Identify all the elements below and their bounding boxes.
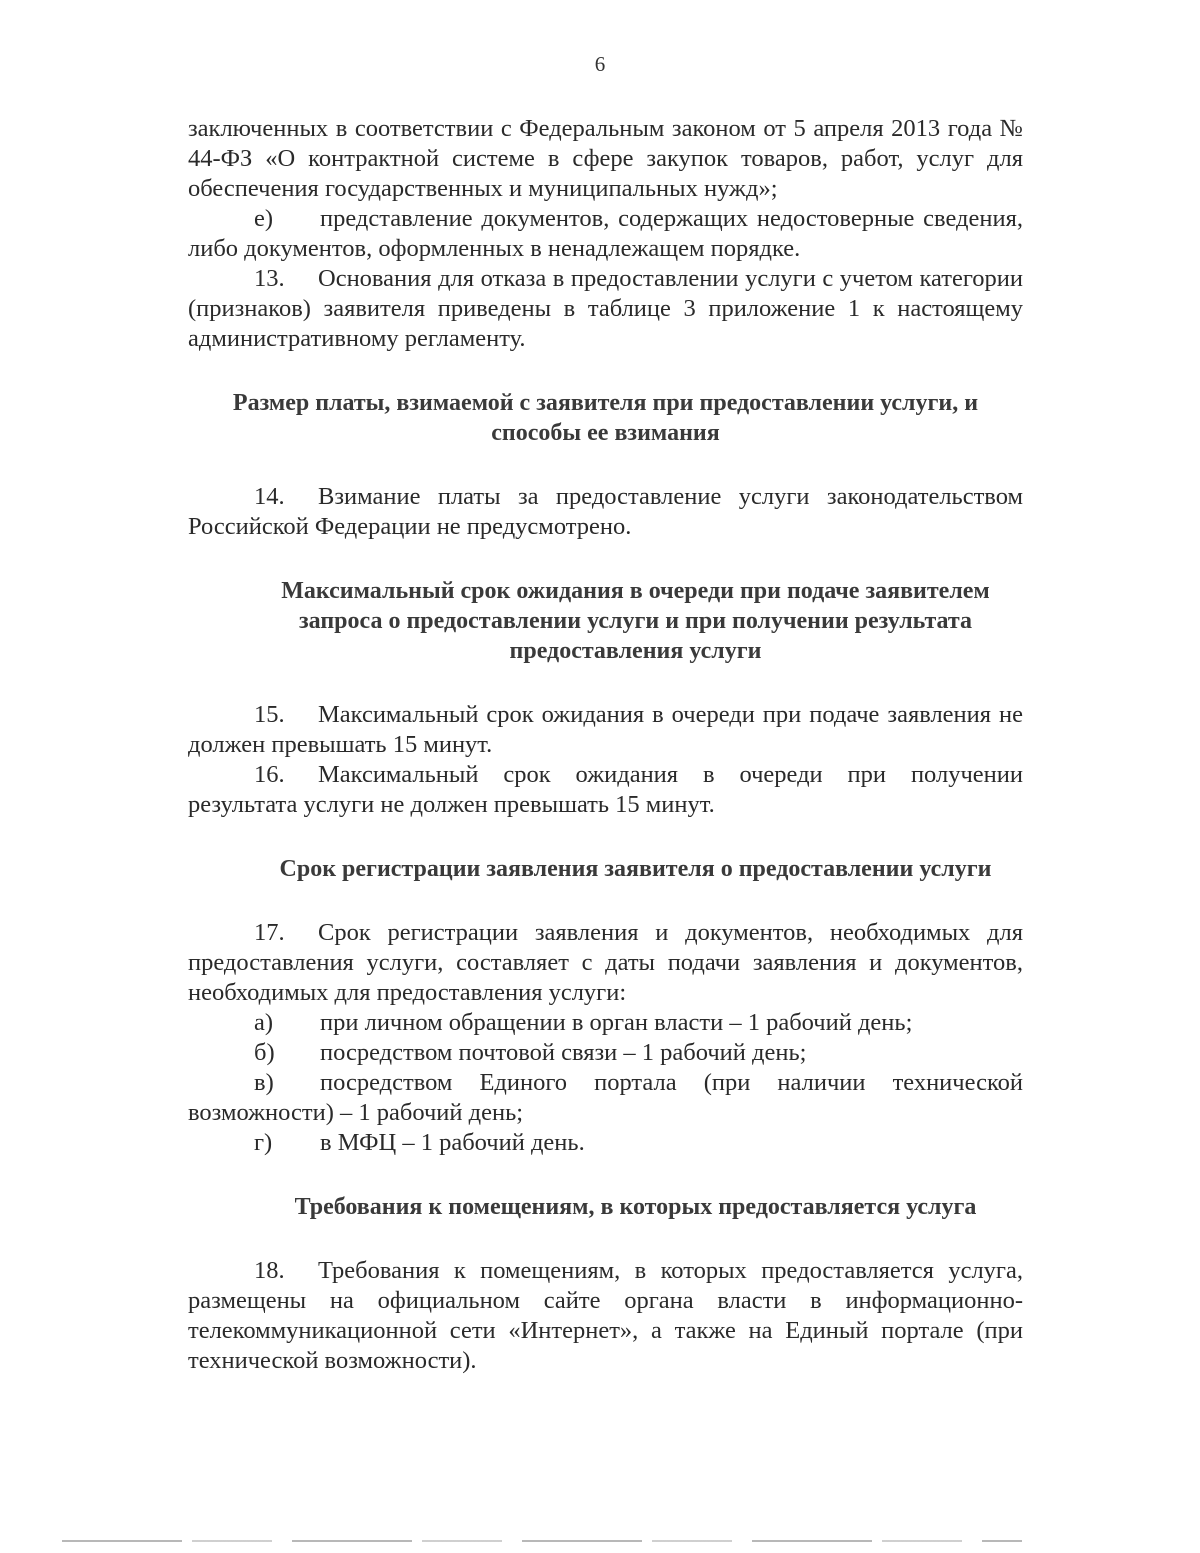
paragraph-16	[188, 760, 1023, 820]
list-item-a	[188, 1008, 1023, 1038]
page-number: 6	[594, 52, 606, 76]
paragraph-text: Основания для отказа в предоставлении услуги с учетом категории (признаков) заявителя приведены в таблице 3 приложение 1 к настоящему административному регламенту.	[188, 265, 1023, 352]
paragraph-text: Максимальный срок ожидания в очереди при получении результата услуги не должен превышать 15 минут.	[188, 761, 1023, 818]
section-heading-fee: Размер платы, взимаемой с заявителя при предоставлении услуги, и способы ее взимания	[232, 390, 979, 446]
list-marker: е)	[254, 205, 274, 232]
section-heading-premises: Требования к помещениям, в которых предоставляется услуга	[294, 1194, 977, 1220]
paragraph-number: 17.	[254, 919, 285, 946]
paragraph-18	[188, 1256, 1023, 1376]
paragraph-text: Срок регистрации заявления и документов, необходимых для предоставления услуги, составляет с даты подачи заявления и документов, необходимых для предоставления услуги:	[188, 919, 1023, 1006]
paragraph-number: 14.	[254, 483, 285, 510]
list-item-text: посредством Единого портала (при наличии технической возможности) – 1 рабочий день;	[188, 1069, 1023, 1126]
list-item-text: представление документов, содержащих недостоверные сведения, либо документов, оформленных в ненадлежащем порядке.	[188, 205, 1023, 262]
list-item-e	[188, 204, 1023, 264]
paragraph-14	[188, 482, 1023, 542]
paragraph-continuation: заключенных в соответствии с Федеральным законом от 5 апреля 2013 года № 44-ФЗ «О контрактной системе в сфере закупок товаров, работ, услуг для обеспечения государственных и муниципальных нужд»;	[188, 115, 1023, 202]
paragraph-17	[188, 918, 1023, 1008]
scan-edge-line	[62, 1540, 1022, 1542]
paragraph-number: 18.	[254, 1257, 285, 1284]
list-marker: в)	[254, 1069, 274, 1096]
list-item-g	[188, 1128, 1023, 1158]
paragraph-number: 16.	[254, 761, 285, 788]
list-marker: а)	[254, 1009, 274, 1036]
section-heading-queue: Максимальный срок ожидания в очереди при подаче заявителем запроса о предоставлении услуги и при получении результата предоставления услуги	[281, 578, 990, 664]
paragraph-number: 15.	[254, 701, 285, 728]
section-heading-registration: Срок регистрации заявления заявителя о предоставлении услуги	[279, 856, 992, 882]
list-item-v	[188, 1068, 1023, 1128]
paragraph-13	[188, 264, 1023, 354]
list-item-text: посредством почтовой связи – 1 рабочий день;	[320, 1039, 807, 1066]
list-item-b	[188, 1038, 1023, 1068]
list-marker: б)	[254, 1039, 275, 1066]
list-item-text: при личном обращении в орган власти – 1 рабочий день;	[320, 1009, 913, 1036]
paragraph-text: Требования к помещениям, в которых предоставляется услуга, размещены на официальном сайте органа власти в информационно-телекоммуникационной сети «Интернет», а также на Единый портале (при технической возможности).	[188, 1257, 1023, 1374]
list-item-text: в МФЦ – 1 рабочий день.	[320, 1129, 585, 1156]
document-body	[188, 114, 1023, 1376]
paragraph-text: Взимание платы за предоставление услуги законодательством Российской Федерации не предусмотрено.	[188, 483, 1023, 540]
paragraph-number: 13.	[254, 265, 285, 292]
list-marker: г)	[254, 1129, 273, 1156]
paragraph-15	[188, 700, 1023, 760]
paragraph-text: Максимальный срок ожидания в очереди при подаче заявления не должен превышать 15 минут.	[188, 701, 1023, 758]
